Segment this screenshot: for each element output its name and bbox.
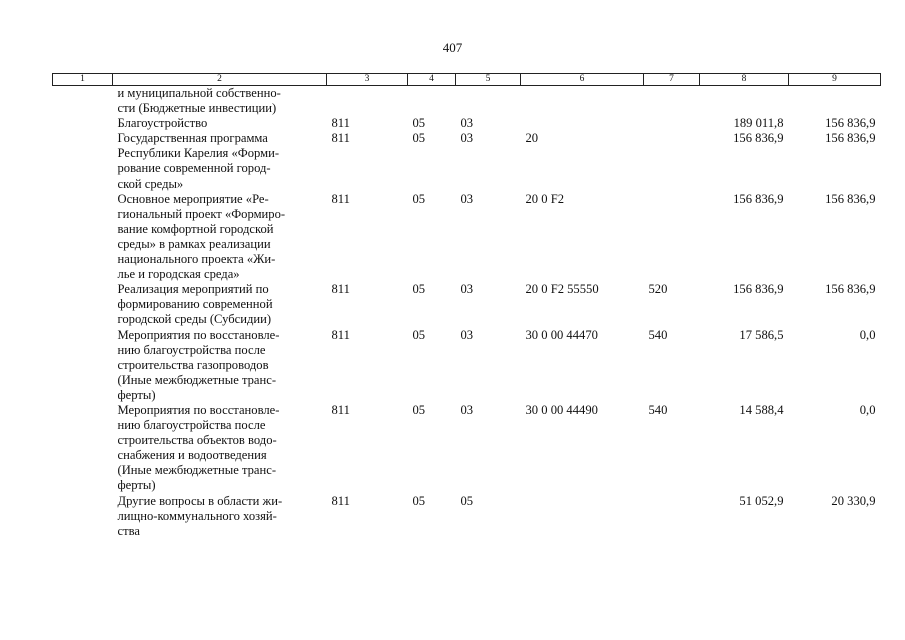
cell-name: Другие вопросы в области жи- лищно-коммунального хозяй- ства	[117, 493, 283, 538]
cell-name: Государственная программа Республики Карелия «Форми- рование современной город- ской среды»	[117, 131, 280, 191]
cell-expense-type	[644, 494, 700, 539]
cell-name: Благоустройство	[117, 116, 208, 131]
cell-blank	[53, 494, 113, 539]
cell-amount-year-2: 156 836,9	[825, 131, 876, 146]
cell-subsection: 03	[460, 191, 474, 206]
cell-section	[408, 86, 456, 117]
cell-blank	[53, 282, 113, 327]
cell-expense-type	[644, 86, 700, 117]
cell-target-item	[521, 116, 644, 131]
cell-admin-code: 811	[331, 191, 350, 206]
cell-subsection: 03	[460, 402, 474, 417]
cell-amount-year-2: 156 836,9	[825, 282, 876, 297]
cell-admin-code: 811	[331, 131, 350, 146]
cell-expense-type	[644, 116, 700, 131]
cell-target-item: 20 0 F2	[525, 191, 564, 206]
column-number-1: 1	[53, 74, 113, 86]
cell-admin-code: 811	[331, 493, 350, 508]
cell-amount-year-2: 20 330,9	[831, 493, 876, 508]
cell-target-item: 30 0 00 44490	[525, 402, 598, 417]
cell-blank	[53, 192, 113, 283]
table-row	[53, 86, 881, 117]
table-row	[53, 328, 881, 403]
cell-expense-type: 540	[648, 327, 668, 342]
cell-blank	[53, 86, 113, 117]
cell-amount-year-1: 156 836,9	[733, 191, 784, 206]
cell-admin-code: 811	[331, 282, 350, 297]
cell-section: 05	[412, 282, 426, 297]
cell-blank	[53, 131, 113, 191]
column-number-row	[53, 74, 881, 86]
cell-section: 05	[412, 191, 426, 206]
table-row	[53, 192, 881, 283]
cell-target-item: 20	[525, 131, 539, 146]
cell-section: 05	[412, 402, 426, 417]
cell-target-item	[521, 494, 644, 539]
cell-admin-code: 811	[331, 116, 350, 131]
column-number-6: 6	[521, 74, 644, 86]
cell-target-item	[521, 86, 644, 117]
cell-blank	[53, 116, 113, 131]
cell-expense-type	[644, 192, 700, 283]
page-number: 407	[442, 40, 463, 55]
cell-name: Основное мероприятие «Ре- гиональный проект «Формиро- вание комфортной городской среды» в рамках реализации национального проекта «Жи- лье и городская среда»	[117, 191, 286, 282]
cell-amount-year-2: 0,0	[859, 402, 876, 417]
cell-name: и муниципальной собственно- сти (Бюджетные инвестиции)	[117, 86, 281, 116]
cell-subsection: 05	[460, 493, 474, 508]
cell-subsection: 03	[460, 116, 474, 131]
column-number-9: 9	[789, 74, 881, 86]
cell-name: Мероприятия по восстановле- нию благоустройства после строительства объектов водо- снабжения и водоотведения (Иные межбюджетные транс- ферты)	[117, 402, 280, 493]
cell-amount-year-1: 51 052,9	[739, 493, 784, 508]
cell-section: 05	[412, 131, 426, 146]
column-number-7: 7	[644, 74, 700, 86]
cell-amount-year-2: 0,0	[859, 327, 876, 342]
budget-table	[52, 73, 881, 539]
cell-subsection: 03	[460, 282, 474, 297]
table-row	[53, 403, 881, 494]
cell-admin-code	[327, 86, 408, 117]
cell-amount-year-1	[700, 86, 789, 117]
table-body	[53, 86, 881, 539]
cell-expense-type: 520	[648, 282, 668, 297]
cell-subsection: 03	[460, 131, 474, 146]
table-row	[53, 282, 881, 327]
cell-blank	[53, 403, 113, 494]
column-number-5: 5	[456, 74, 521, 86]
cell-amount-year-1: 156 836,9	[733, 282, 784, 297]
column-number-4: 4	[408, 74, 456, 86]
table-row	[53, 494, 881, 539]
cell-amount-year-2: 156 836,9	[825, 191, 876, 206]
cell-target-item: 20 0 F2 55550	[525, 282, 599, 297]
cell-section: 05	[412, 327, 426, 342]
cell-amount-year-1: 189 011,8	[733, 116, 784, 131]
cell-expense-type	[644, 131, 700, 191]
column-number-8: 8	[700, 74, 789, 86]
cell-name: Реализация мероприятий по формированию современной городской среды (Субсидии)	[117, 282, 273, 327]
table-row	[53, 116, 881, 131]
cell-admin-code: 811	[331, 402, 350, 417]
cell-section: 05	[412, 116, 426, 131]
table-row	[53, 131, 881, 191]
cell-section: 05	[412, 493, 426, 508]
column-number-2: 2	[113, 74, 327, 86]
cell-amount-year-1: 156 836,9	[733, 131, 784, 146]
cell-name: Мероприятия по восстановле- нию благоустройства после строительства газопроводов (Иные межбюджетные транс- ферты)	[117, 327, 280, 402]
cell-amount-year-2	[789, 86, 881, 117]
table-header	[53, 74, 881, 86]
cell-subsection	[456, 86, 521, 117]
cell-amount-year-1: 14 588,4	[739, 402, 784, 417]
cell-target-item: 30 0 00 44470	[525, 327, 598, 342]
cell-amount-year-1: 17 586,5	[739, 327, 784, 342]
column-number-3: 3	[327, 74, 408, 86]
cell-blank	[53, 328, 113, 403]
cell-subsection: 03	[460, 327, 474, 342]
cell-admin-code: 811	[331, 327, 350, 342]
cell-amount-year-2: 156 836,9	[825, 116, 876, 131]
cell-expense-type: 540	[648, 402, 668, 417]
